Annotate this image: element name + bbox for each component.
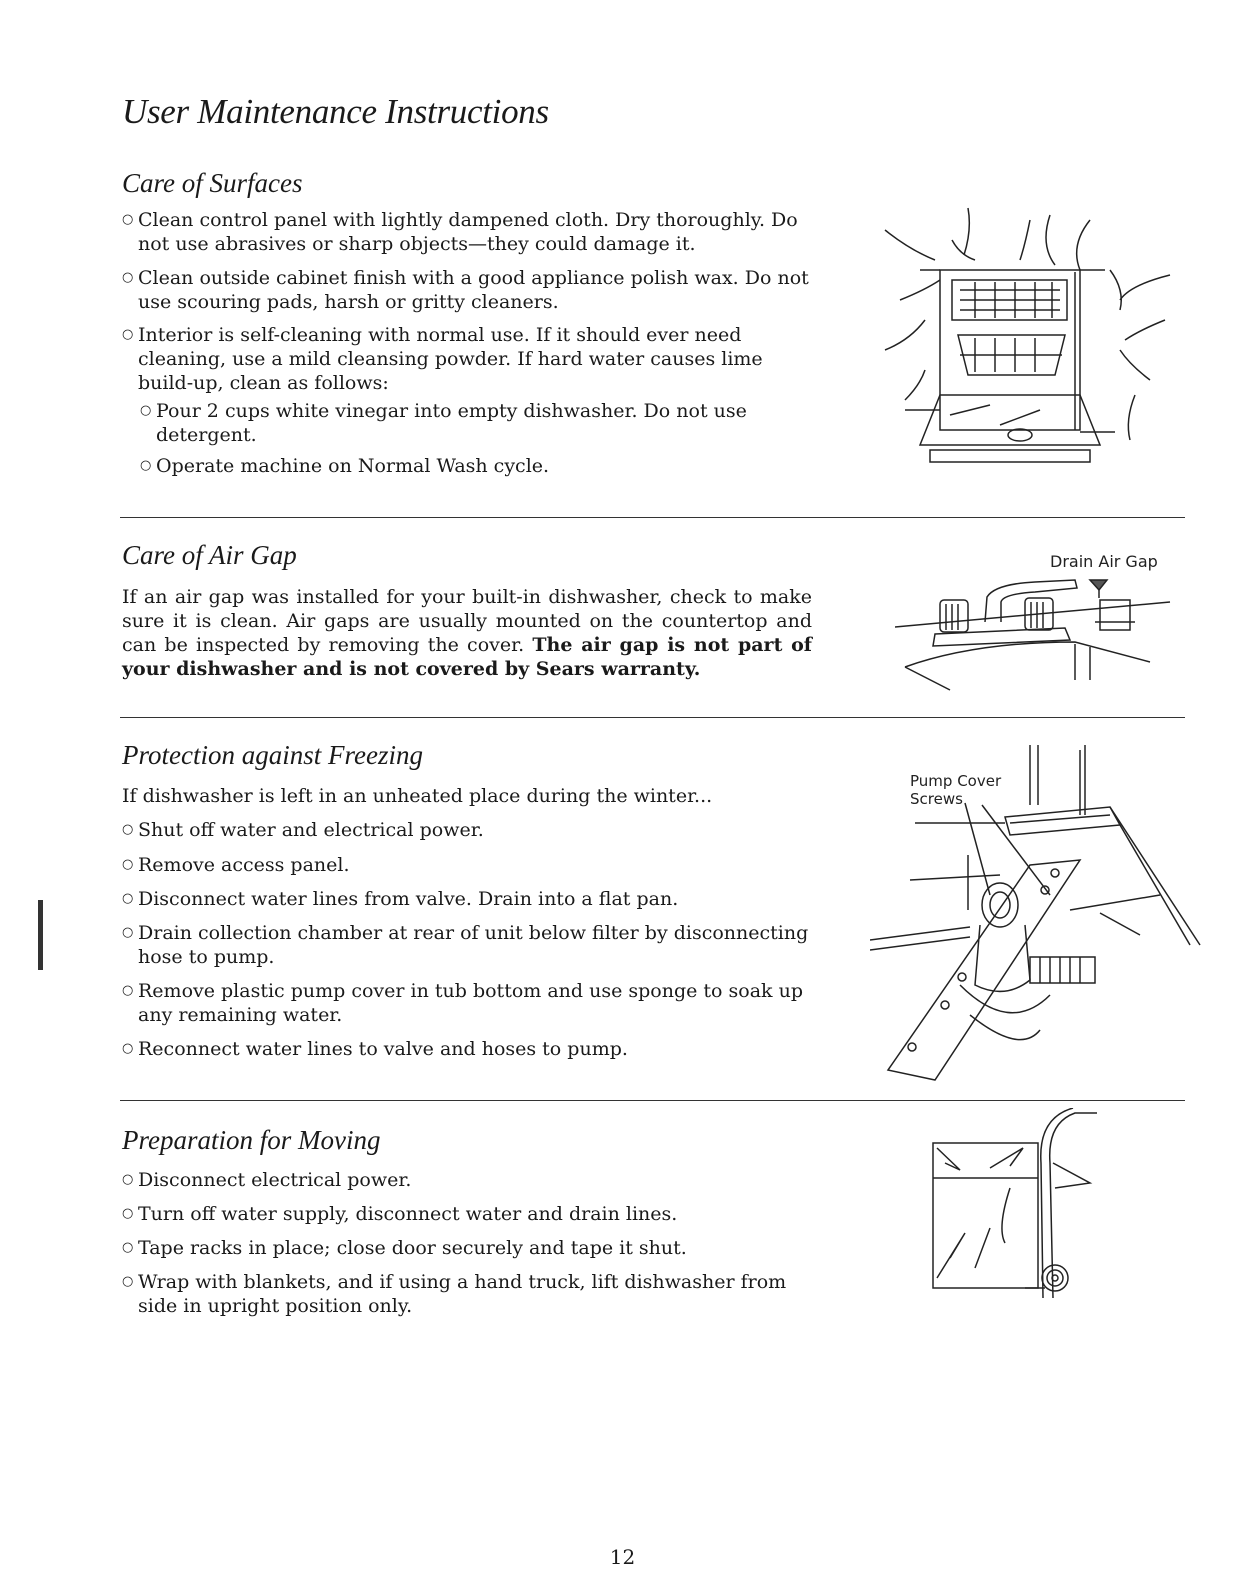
section-title-freezing: Protection against Freezing bbox=[122, 740, 423, 770]
section-title-air-gap: Care of Air Gap bbox=[122, 540, 297, 570]
list-item: ○ Interior is self-cleaning with normal use. If it should ever need cleaning, use a mild cleansing powder. If hard water causes lime build-up, clean as follows: bbox=[122, 324, 763, 394]
list-item: ○ Clean outside cabinet finish with a good appliance polish wax. Do not use scouring pads, harsh or gritty cleaners. bbox=[122, 267, 809, 313]
bullet-icon: ○ bbox=[122, 212, 134, 227]
list-item: ○ Disconnect water lines from valve. Drain into a flat pan. bbox=[122, 888, 679, 910]
list-item: ○ Remove access panel. bbox=[122, 854, 350, 876]
bullet-icon: ○ bbox=[122, 270, 134, 285]
section-divider bbox=[120, 717, 1185, 718]
drain-air-gap-illustration bbox=[895, 572, 1185, 697]
bullet-icon: ○ bbox=[122, 891, 134, 906]
section-title-moving: Preparation for Moving bbox=[122, 1125, 381, 1155]
hand-truck-illustration bbox=[925, 1108, 1105, 1298]
list-item: ○ Shut off water and electrical power. bbox=[122, 819, 484, 841]
bullet-icon: ○ bbox=[122, 1274, 134, 1289]
air-gap-text: If an air gap was installed for your built-in dishwasher, check to make sure it is clean. Air gaps are usually mounted on the countertop and can be inspected by removing the cover. bbox=[122, 586, 812, 656]
sub-list-item: ○ Operate machine on Normal Wash cycle. bbox=[140, 455, 550, 477]
list-item: ○ Remove plastic pump cover in tub bottom and use sponge to soak up any remaining water. bbox=[122, 980, 803, 1026]
list-item: ○ Disconnect electrical power. bbox=[122, 1169, 412, 1191]
air-gap-paragraph bbox=[122, 585, 812, 681]
page-number: 12 bbox=[609, 1545, 636, 1569]
screws-label: Screws bbox=[910, 790, 963, 808]
air-gap-warranty-note: The air gap is not part of your dishwasher and is not covered by Sears warranty. bbox=[122, 634, 812, 680]
dishwasher-open-door-illustration bbox=[880, 200, 1180, 490]
list-item: ○ Turn off water supply, disconnect water and drain lines. bbox=[122, 1203, 678, 1225]
page-title: User Maintenance Instructions bbox=[122, 92, 549, 131]
list-item: ○ Drain collection chamber at rear of unit below filter by disconnecting hose to pump. bbox=[122, 922, 809, 968]
bullet-icon: ○ bbox=[122, 857, 134, 872]
bullet-icon: ○ bbox=[122, 327, 134, 342]
drain-air-gap-label: Drain Air Gap bbox=[1050, 552, 1158, 571]
bullet-icon: ○ bbox=[122, 1172, 134, 1187]
bullet-icon: ○ bbox=[122, 983, 134, 998]
pump-cover-label: Pump Cover bbox=[910, 772, 1002, 790]
freezing-intro: If dishwasher is left in an unheated place during the winter... bbox=[122, 785, 713, 807]
section-divider bbox=[120, 517, 1185, 518]
pump-cover-illustration bbox=[870, 745, 1205, 1085]
bullet-icon: ○ bbox=[122, 925, 134, 940]
bullet-icon: ○ bbox=[122, 1206, 134, 1221]
list-item: ○ Wrap with blankets, and if using a hand truck, lift dishwasher from side in upright position only. bbox=[122, 1271, 787, 1317]
list-item: ○ Tape racks in place; close door securely and tape it shut. bbox=[122, 1237, 687, 1259]
list-item: ○ Reconnect water lines to valve and hoses to pump. bbox=[122, 1038, 628, 1060]
bullet-icon: ○ bbox=[140, 458, 152, 473]
bullet-icon: ○ bbox=[122, 1041, 134, 1056]
bullet-icon: ○ bbox=[122, 822, 134, 837]
bullet-icon: ○ bbox=[140, 403, 152, 418]
section-divider bbox=[120, 1100, 1185, 1101]
scan-artifact bbox=[38, 900, 43, 970]
section-title-surfaces: Care of Surfaces bbox=[122, 168, 303, 198]
list-item: ○ Clean control panel with lightly dampened cloth. Dry thoroughly. Do not use abrasives or sharp objects—they could damage it. bbox=[122, 209, 798, 255]
sub-list-item: ○ Pour 2 cups white vinegar into empty dishwasher. Do not use detergent. bbox=[140, 400, 747, 446]
bullet-icon: ○ bbox=[122, 1240, 134, 1255]
